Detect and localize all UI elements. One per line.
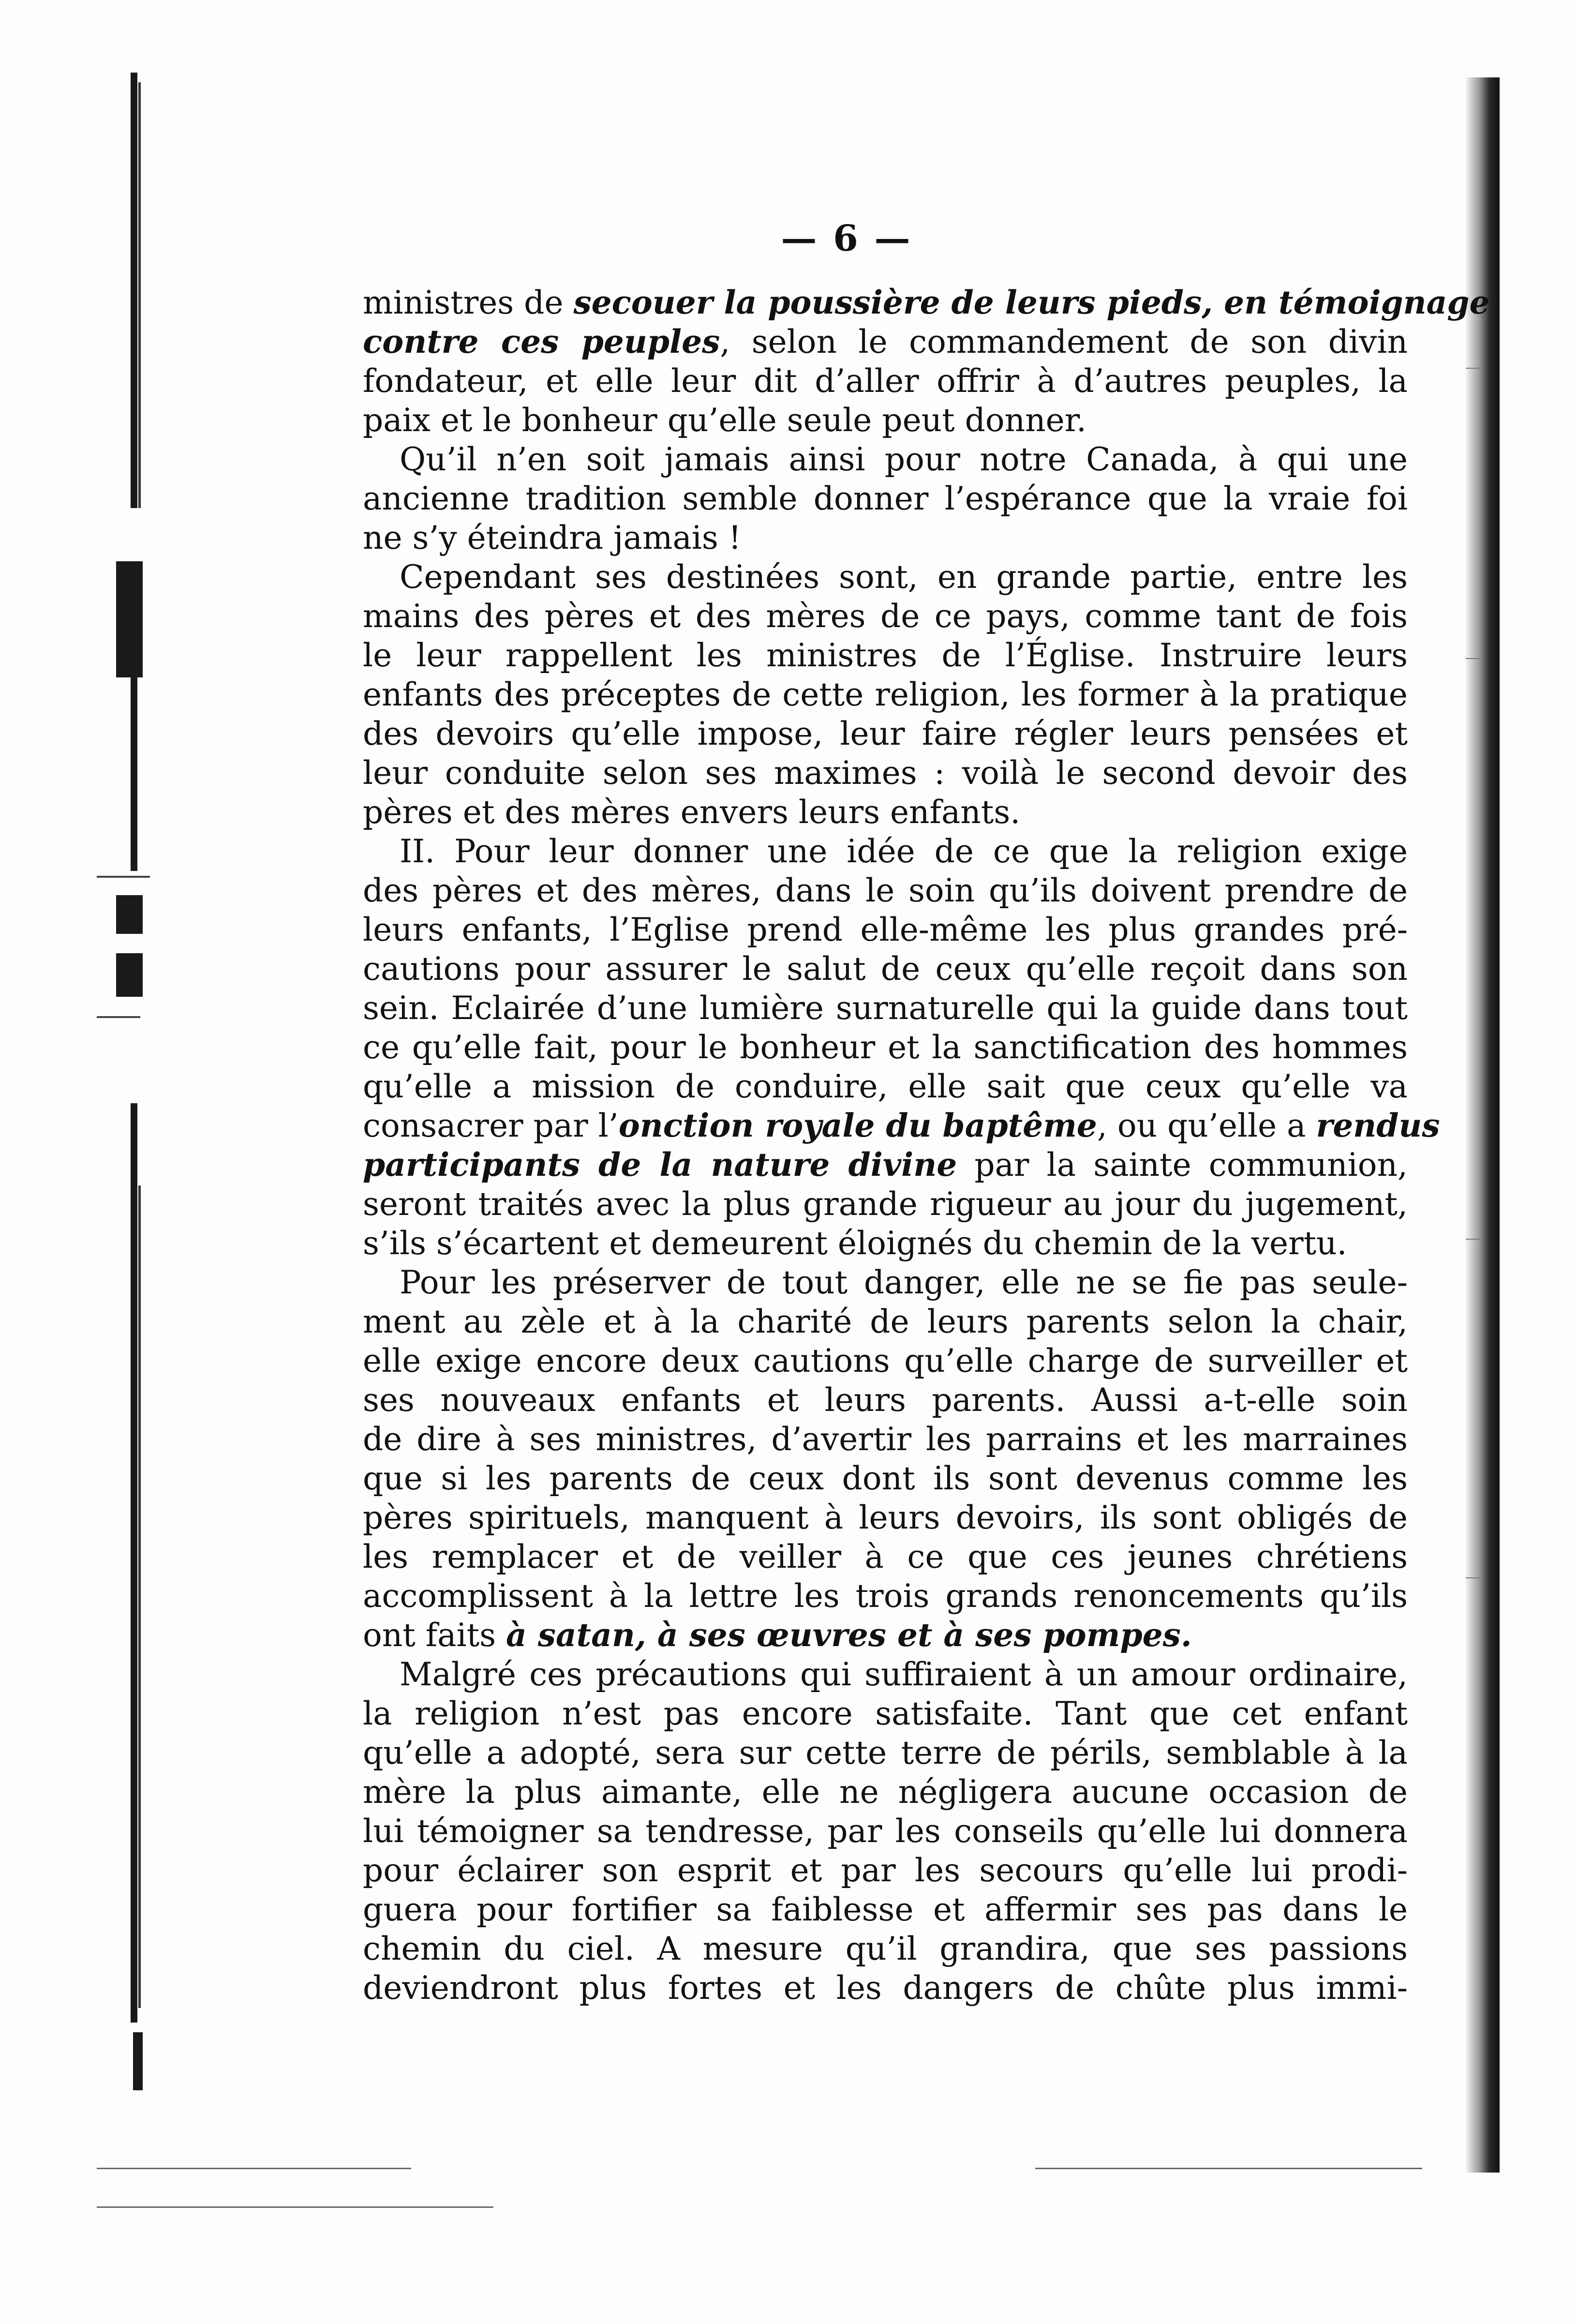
text-run: seront traités avec la plus grande rigueur au jour du jugement,: [363, 1185, 1408, 1223]
text-line: [363, 714, 1408, 753]
text-run: , selon le commandement de son divin: [720, 323, 1408, 360]
text-line: [363, 1537, 1408, 1576]
text-run: cautions pour assurer le salut de ceux qu’elle reçoit dans son: [363, 950, 1408, 988]
text-line: [363, 1929, 1408, 1968]
text-run: que si les parents de ceux dont ils sont devenus comme les: [363, 1460, 1408, 1497]
italic-phrase: à satan, à ses œuvres et à ses pompes.: [506, 1616, 1192, 1654]
italic-phrase: onction royale du baptême: [618, 1107, 1097, 1144]
text-run: consacrer par l’: [363, 1107, 619, 1144]
text-run: ment au zèle et à la charité de leurs parents selon la chair,: [363, 1303, 1408, 1340]
italic-phrase: secouer la poussière de leurs pieds, en témoignage: [573, 284, 1490, 321]
italic-phrase: rendus: [1316, 1107, 1440, 1144]
text-run: Malgré ces précautions qui suffiraient à un amour ordinaire,: [400, 1656, 1408, 1693]
text-line: [363, 871, 1408, 910]
text-run: deviendront plus fortes et les dangers de chûte plus immi-: [363, 1969, 1408, 2007]
text-run: ancienne tradition semble donner l’espérance que la vraie foi: [363, 480, 1408, 517]
text-line: [363, 1459, 1408, 1498]
text-line: [363, 322, 1408, 361]
text-run: ne s’y éteindra jamais !: [363, 519, 742, 556]
text-line: [363, 989, 1408, 1028]
text-line: [363, 518, 1408, 557]
text-run: sein. Eclairée d’une lumière surnaturelle qui la guide dans tout: [363, 990, 1408, 1027]
paragraph-first-line: [363, 1263, 1408, 1302]
paragraph-first-line: [363, 832, 1408, 871]
text-line: [363, 479, 1408, 518]
text-line: [363, 1420, 1408, 1459]
text-run: des devoirs qu’elle impose, leur faire régler leurs pensées et: [363, 715, 1408, 752]
text-run: ses nouveaux enfants et leurs parents. Aussi a-t-elle soin: [363, 1381, 1408, 1419]
text-run: chemin du ciel. A mesure qu’il grandira, que ses passions: [363, 1930, 1408, 1967]
text-line: [363, 1145, 1408, 1184]
text-run: de dire à ses ministres, d’avertir les parrains et les marraines: [363, 1421, 1408, 1458]
text-run: leur conduite selon ses maximes : voilà le second devoir des: [363, 754, 1408, 792]
text-run: la religion n’est pas encore satisfaite. Tant que cet enfant: [363, 1695, 1408, 1732]
text-run: guera pour fortifier sa faiblesse et affermir ses pas dans le: [363, 1891, 1408, 1928]
text-line: [363, 1851, 1408, 1890]
text-run: qu’elle a adopté, sera sur cette terre de périls, semblable à la: [363, 1734, 1408, 1771]
paragraph-first-line: [363, 440, 1408, 479]
text-line: [363, 1968, 1408, 2008]
text-run: lui témoigner sa tendresse, par les conseils qu’elle lui donnera: [363, 1813, 1408, 1850]
text-line: [363, 401, 1408, 440]
text-run: des pères et des mères, dans le soin qu’ils doivent prendre de: [363, 872, 1408, 909]
text-line: [363, 283, 1490, 322]
italic-phrase: participants de la nature divine: [363, 1146, 957, 1184]
paragraph-first-line: [363, 1655, 1408, 1694]
text-line: [363, 1106, 1440, 1145]
text-line: [363, 1302, 1408, 1341]
text-line: [363, 1694, 1408, 1733]
text-run: s’ils s’écartent et demeurent éloignés du chemin de la vertu.: [363, 1225, 1347, 1262]
text-line: [363, 793, 1408, 832]
text-run: ce qu’elle fait, pour le bonheur et la sanctification des hommes: [363, 1029, 1408, 1066]
paragraph-first-line: [363, 557, 1408, 597]
italic-phrase: contre ces peuples: [363, 323, 720, 360]
text-run: le leur rappellent les ministres de l’Église. Instruire leurs: [363, 637, 1408, 674]
text-run: Cependant ses destinées sont, en grande partie, entre les: [400, 558, 1408, 596]
text-run: mains des pères et des mères de ce pays, comme tant de fois: [363, 598, 1408, 635]
text-run: II. Pour leur donner une idée de ce que la religion exige: [400, 833, 1408, 870]
text-run: Qu’il n’en soit jamais ainsi pour notre Canada, à qui une: [400, 441, 1408, 478]
text-line: [363, 1498, 1408, 1537]
text-run: qu’elle a mission de conduire, elle sait que ceux qu’elle va: [363, 1068, 1408, 1105]
text-run: les remplacer et de veiller à ce que ces jeunes chrétiens: [363, 1538, 1408, 1575]
text-line: [363, 1733, 1408, 1772]
text-run: leurs enfants, l’Eglise prend elle-même les plus grandes pré-: [363, 911, 1408, 948]
text-line: [363, 1772, 1408, 1812]
text-run: enfants des préceptes de cette religion, les former à la pratique: [363, 676, 1408, 713]
text-run: elle exige encore deux cautions qu’elle charge de surveiller et: [363, 1342, 1408, 1379]
text-line: [363, 636, 1408, 675]
text-line: [363, 1812, 1408, 1851]
text-run: pour éclairer son esprit et par les secours qu’elle lui prodi-: [363, 1852, 1408, 1889]
text-line: [363, 1616, 1408, 1655]
page-number: — 6 —: [781, 218, 912, 259]
left-binding-edge: [92, 73, 155, 2226]
text-run: pères spirituels, manquent à leurs devoirs, ils sont obligés de: [363, 1499, 1408, 1536]
text-line: [363, 949, 1408, 989]
text-line: [363, 1184, 1408, 1224]
text-line: [363, 1067, 1408, 1106]
text-line: [363, 1576, 1408, 1616]
text-run: par la sainte communion,: [957, 1146, 1408, 1184]
text-line: [363, 1380, 1408, 1420]
text-line: [363, 910, 1408, 949]
text-line: [363, 361, 1408, 401]
text-line: [363, 1224, 1408, 1263]
right-binding-shadow: [1466, 77, 1500, 2173]
text-line: [363, 597, 1408, 636]
text-run: ministres de: [363, 284, 574, 321]
text-run: fondateur, et elle leur dit d’aller offrir à d’autres peuples, la: [363, 362, 1408, 400]
text-line: [363, 1890, 1408, 1929]
text-run: mère la plus aimante, elle ne négligera aucune occasion de: [363, 1773, 1408, 1811]
body-text: [363, 283, 1490, 2008]
text-run: , ou qu’elle a: [1097, 1107, 1316, 1144]
text-line: [363, 753, 1408, 793]
text-line: [363, 675, 1408, 714]
text-run: Pour les préserver de tout danger, elle ne se fie pas seule-: [400, 1264, 1408, 1301]
text-run: accomplissent à la lettre les trois grands renoncements qu’ils: [363, 1577, 1408, 1615]
text-line: [363, 1341, 1408, 1380]
text-line: [363, 1028, 1408, 1067]
text-run: ont faits: [363, 1617, 506, 1654]
text-run: pères et des mères envers leurs enfants.: [363, 794, 1021, 831]
text-run: paix et le bonheur qu’elle seule peut donner.: [363, 402, 1086, 439]
